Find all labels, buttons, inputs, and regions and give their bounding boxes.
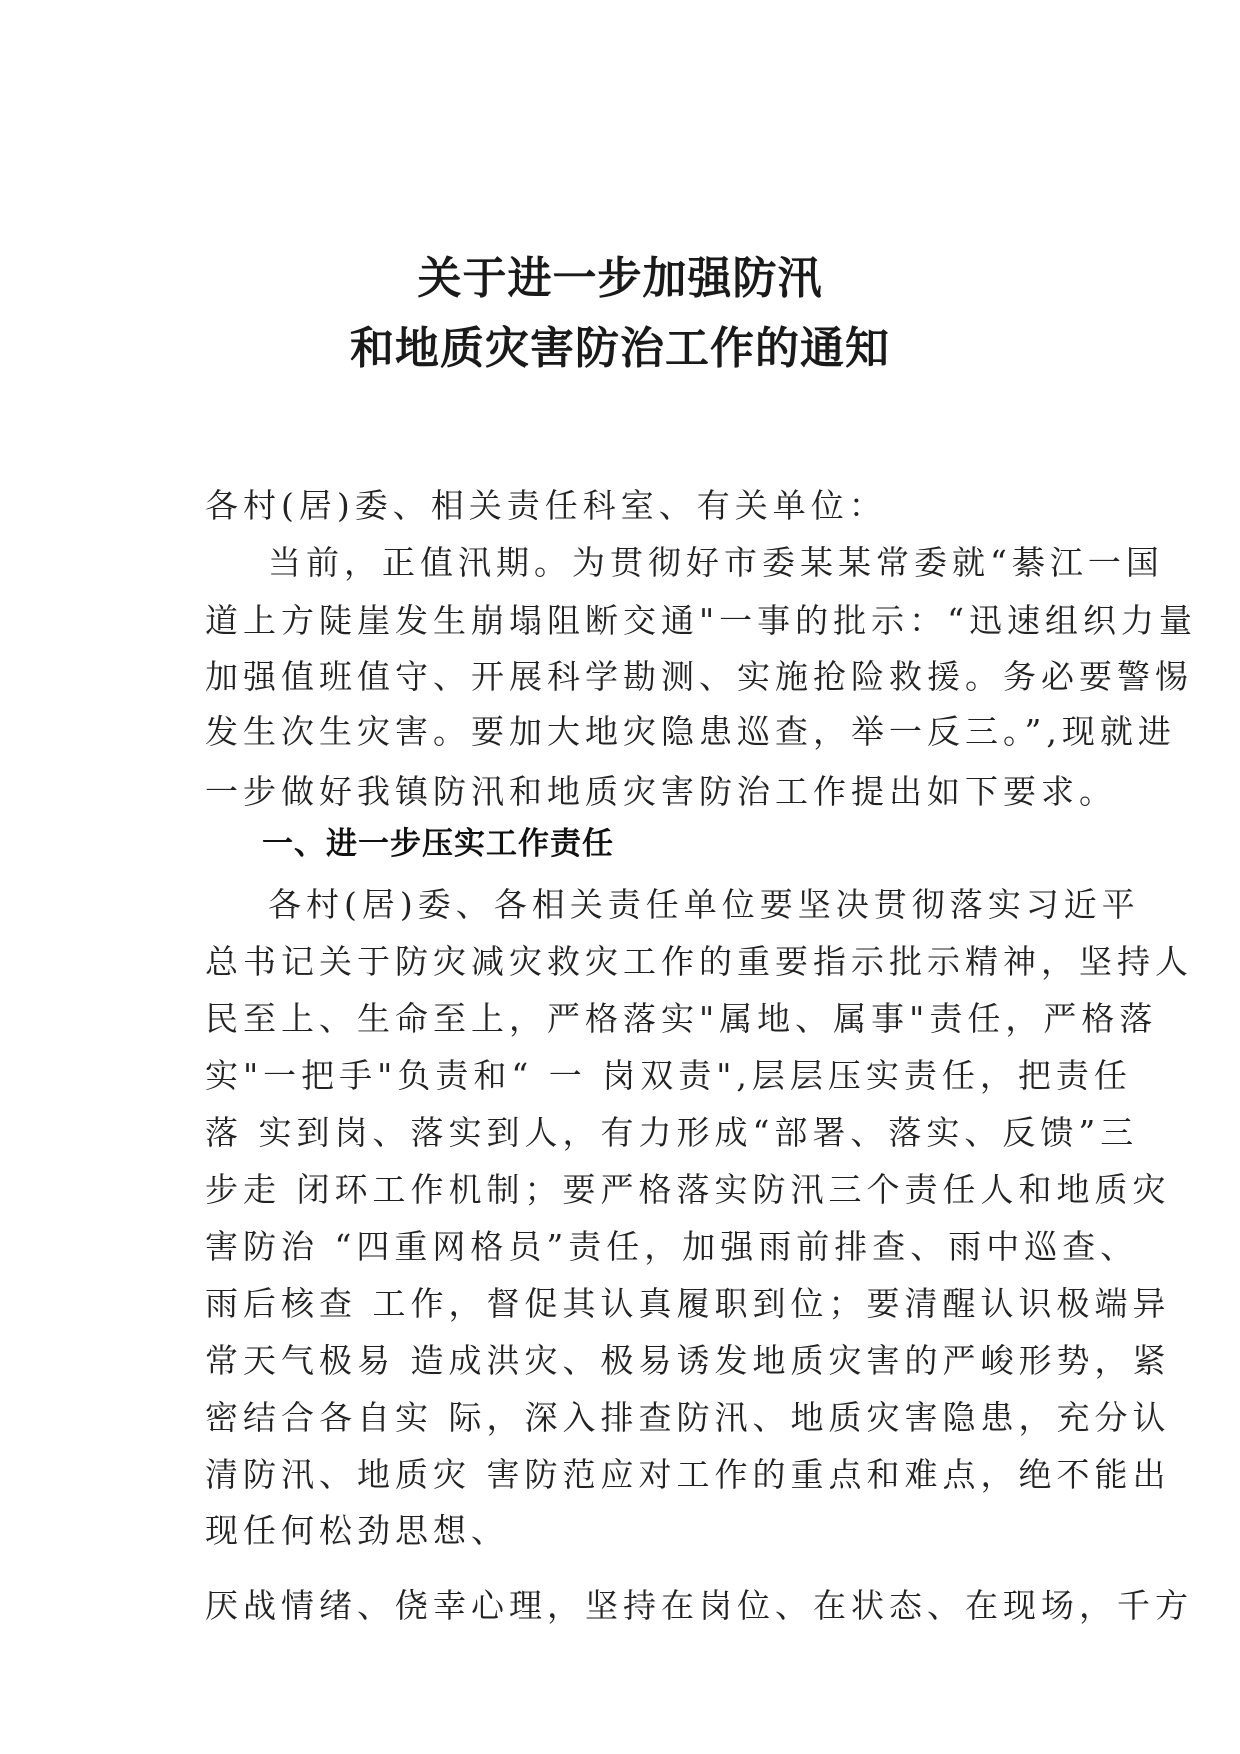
intro-line: 当前，正值汛期。为贯彻好市委某某常委就“綦江一国 bbox=[268, 543, 1164, 582]
intro-line: 发生次生灾害。要加大地灾隐患巡查，举一反三。”,现就进 bbox=[205, 712, 1176, 751]
document-title-line-2: 和地质灾害防治工作的通知 bbox=[350, 323, 890, 374]
section-line: 清防汛、地质灾 害防范应对工作的重点和难点，绝不能出 bbox=[205, 1455, 1171, 1494]
section-heading: 一、进一步压实工作责任 bbox=[262, 826, 614, 862]
section-line: 步走 闭环工作机制；要严格落实防汛三个责任人和地质灾 bbox=[205, 1170, 1171, 1209]
salutation: 各村(居)委、相关责任科室、有关单位： bbox=[205, 486, 887, 525]
intro-line: 一步做好我镇防汛和地质灾害防治工作提出如下要求。 bbox=[205, 772, 1117, 811]
section-line: 民至上、生命至上，严格落实"属地、属事"责任，严格落 bbox=[205, 999, 1158, 1038]
section-line: 落 实到岗、落实到人，有力形成“部署、落实、反馈”三 bbox=[205, 1113, 1139, 1152]
section-line: 雨后核查 工作，督促其认真履职到位；要清醒认识极端异 bbox=[205, 1284, 1171, 1323]
intro-line: 加强值班值守、开展科学勘测、实施抢险救援。务必要警惕 bbox=[205, 657, 1193, 696]
section-line: 总书记关于防灾减灾救灾工作的重要指示批示精神，坚持人 bbox=[205, 942, 1193, 981]
section-line: 害防治 “四重网格员”责任，加强雨前排查、雨中巡查、 bbox=[205, 1227, 1139, 1266]
section-line: 各村(居)委、各相关责任单位要坚决贯彻落实习近平 bbox=[268, 885, 1140, 924]
section-line: 常天气极易 造成洪灾、极易诱发地质灾害的严峻形势，紧 bbox=[205, 1341, 1171, 1380]
intro-line: 道上方陡崖发生崩塌阻断交通"一事的批示：“迅速组织力量 bbox=[205, 601, 1198, 640]
section-line: 实"一把手"负责和“ 一 岗双责",层层压实责任，把责任 bbox=[205, 1056, 1132, 1095]
section-line: 密结合各自实 际，深入排查防汛、地质灾害隐患，充分认 bbox=[205, 1398, 1171, 1437]
continuation-line: 厌战情绪、侥幸心理，坚持在岗位、在状态、在现场，千方 bbox=[205, 1586, 1193, 1625]
section-line: 现任何松劲思想、 bbox=[205, 1511, 509, 1550]
document-title-line-1: 关于进一步加强防汛 bbox=[417, 253, 823, 304]
